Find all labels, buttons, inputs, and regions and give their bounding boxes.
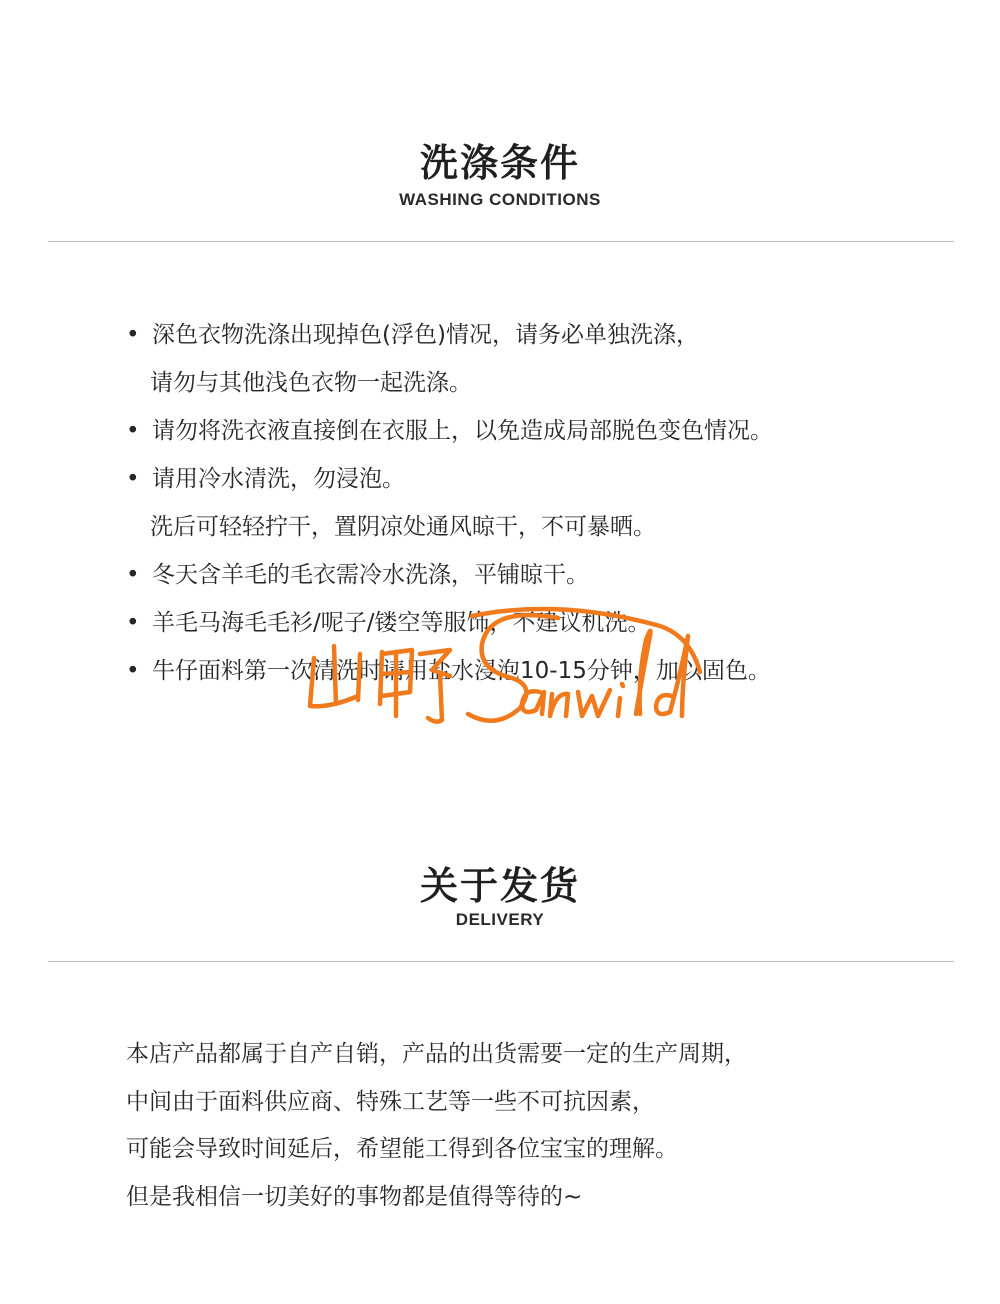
list-item: • 牛仔面料第一次清洗时请用盐水浸泡10-15分钟，加以固色。 — [126, 647, 926, 695]
bullet-icon: • — [126, 418, 140, 444]
bullet-icon: • — [126, 562, 140, 588]
list-item-continuation: 请勿与其他浅色衣物一起洗涤。 — [150, 370, 472, 396]
list-item: • 深色衣物洗涤出现掉色(浮色)情况，请务必单独洗涤， — [126, 311, 926, 359]
bullet-icon: • — [126, 322, 140, 348]
washing-subtitle: WASHING CONDITIONS — [399, 190, 601, 209]
paragraph-line: 中间由于面料供应商、特殊工艺等一些不可抗因素， — [126, 1088, 655, 1115]
delivery-title: 关于发货 — [419, 864, 580, 908]
list-item: • 请勿将洗衣液直接倒在衣服上，以免造成局部脱色变色情况。 — [126, 407, 926, 455]
delivery-divider — [48, 961, 954, 962]
sanwild-watermark-logo — [300, 596, 710, 736]
delivery-subtitle: DELIVERY — [455, 910, 545, 929]
paragraph-line: 本店产品都属于自产自销，产品的出货需要一定的生产周期， — [126, 1041, 747, 1067]
bullet-icon: • — [126, 610, 140, 636]
paragraph-line: 但是我相信一切美好的事物都是值得等待的~ — [126, 1183, 583, 1210]
washing-title: 洗涤条件 — [419, 141, 580, 185]
list-item: • 羊毛马海毛毛衫/呢子/镂空等服饰，不建议机洗。 — [126, 599, 926, 647]
list-item: • 冬天含羊毛的毛衣需冷水洗涤，平铺晾干。 — [126, 551, 926, 599]
list-item: • 请用冷水清洗，勿浸泡。 — [126, 455, 926, 503]
bullet-icon: • — [126, 658, 140, 684]
washing-divider — [48, 241, 954, 242]
delivery-text — [126, 1031, 946, 1221]
bullet-icon: • — [126, 466, 140, 492]
paragraph-line: 可能会导致时间延后，希望能工得到各位宝宝的理解。 — [126, 1136, 678, 1162]
list-item-continuation: 洗后可轻轻拧干，置阴凉处通风晾干，不可暴晒。 — [150, 514, 656, 540]
